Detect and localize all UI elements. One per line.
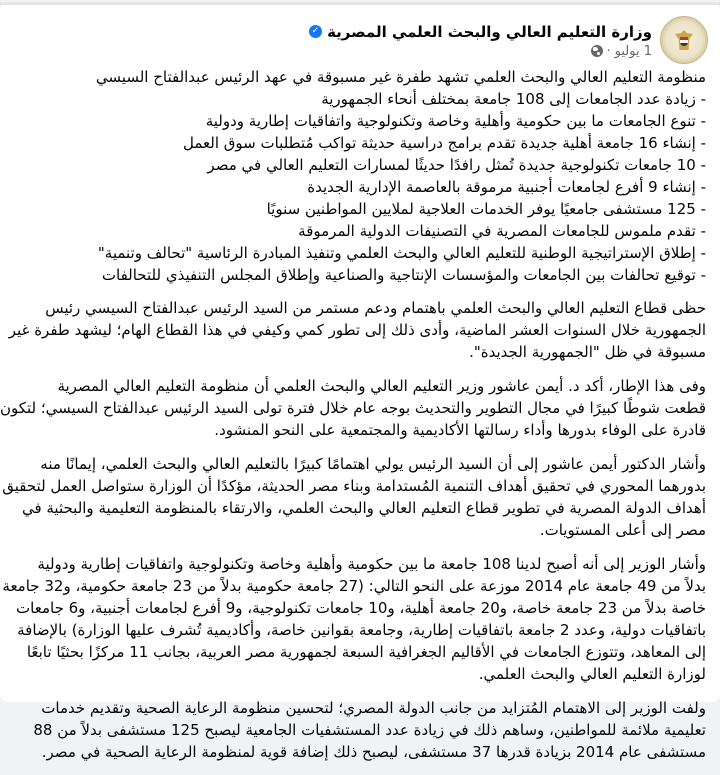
page-name-row <box>309 22 652 42</box>
paragraph-line: بدلاً من 49 جامعة عام 2014 موزعة على النحو التالي: (27 جامعة حكومية بدلاً من 23 جامعة حكومية، و32 جامعة <box>2 577 706 595</box>
bullet-item: - 125 مستشفى جامعيًا يوفر الخدمات العلاجية لملايين المواطنين سنويًا <box>266 200 706 218</box>
globe-icon[interactable] <box>591 45 603 57</box>
paragraph-line: قادرة على الوفاء بدورها وأداء رسالتها الأكاديمية والمجتمعية على النحو المنشود. <box>214 421 706 439</box>
paragraph-line: وأشار الوزير إلى أنه أصبح لدينا 108 جامعة ما بين حكومية وأهلية وخاصة وتكنولوجية واتفاقيات إطارية ودولية <box>37 555 706 573</box>
paragraph-line: مسبوقة في ظل "الجمهورية الجديدة". <box>469 343 706 361</box>
bullet-item: - تنوع الجامعات ما بين حكومية وأهلية وخاصة وتكنولوجية واتفاقيات إطارية ودولية <box>205 112 706 130</box>
bullet-item: - توقيع تحالفات بين الجامعات والمؤسسات الإنتاجية والصناعية وإطلاق المجلس التنفيذي للتحالفات <box>101 266 706 284</box>
paragraph-president-support <box>2 453 706 541</box>
paragraph-line: مستشفى عام 2014 بزيادة قدرها 37 مستشفى، ليصبح ذلك إضافة قوية لمنظومة الرعاية الصحية في مصر. <box>41 743 706 761</box>
paragraph-hospitals <box>6 697 706 763</box>
page-avatar[interactable] <box>660 16 708 64</box>
paragraph-line: وأشار الدكتور أيمن عاشور إلى أن السيد الرئيس يولي اهتمامًا كبيرًا بالتعليم العالي والبحث العلمي، إيمانًا منه <box>40 455 706 473</box>
bullet-item: - تقدم ملموس للجامعات المصرية في التصنيفات الدولية المرموقة <box>298 222 706 240</box>
paragraph-line: ولفت الوزير إلى الاهتمام المُتزايد من جانب الدولة المصري؛ لتحسين منظومة الرعاية الصحية وتقديم خدمات <box>41 699 706 717</box>
post-meta <box>309 22 652 59</box>
page-name-link[interactable]: وزارة التعليم العالي والبحث العلمي المصرية <box>327 22 652 41</box>
paragraph-line: الجمهورية خلال السنوات العشر الماضية، وأدى ذلك إلى تطور كمي وكيفي في هذا القطاع الهام؛ ليشهد طفرة غير <box>8 321 706 339</box>
paragraph-line: باتفاقيات دولية، وعدد 2 جامعة باتفاقيات إطارية، وجامعة بقوانين خاصة، وأكاديمية تُشرف عليها الوزارة) بالإضافة <box>17 621 706 639</box>
bullet-item: - إنشاء 9 أفرع لجامعات أجنبية مرموقة بالعاصمة الإدارية الجديدة <box>307 178 706 196</box>
paragraph-intro <box>6 297 706 363</box>
paragraph-minister-statement <box>0 375 706 441</box>
separator-dot: · <box>606 43 611 59</box>
paragraph-line: خاصة بدلاً من 23 جامعة خاصة، و20 جامعة أهلية، و10 جامعات تكنولوجية، و9 أفرع لجامعات أجنبية، و6 جامعات <box>16 599 706 617</box>
paragraph-line: إلى المعاهد، وتتوزع الجامعات في الأقاليم الجغرافية السبعة لجمهورية مصر العربية، بجانب 11 مركزًا بحثيًا تابعًا <box>26 643 706 661</box>
bullet-item: - إنشاء 16 جامعة أهلية جديدة تقدم برامج دراسية حديثة تواكب مُتطلبات سوق العمل <box>182 134 706 152</box>
paragraph-line: لوزارة التعليم العالي والبحث العلمي. <box>478 665 706 683</box>
post-header <box>309 14 708 66</box>
bullet-item: - 10 جامعات تكنولوجية جديدة تُمثل رافدًا حديثًا لمسارات التعليم العالي في مصر <box>207 156 706 174</box>
verified-badge-icon: ✓ <box>309 25 322 38</box>
post-summary <box>6 66 706 286</box>
paragraph-line: تعليمية ملائمة للمواطنين، وساهم ذلك في زيادة عدد المستشفيات الجامعية ليصبح 125 مستشفى بدلاً من 88 <box>33 721 706 739</box>
paragraph-line: بدورهما المحوري في تحقيق أهداف التنمية المُستدامة وبناء مصر الحديثة، مؤكدًا أن الوزارة ستواصل العمل لتحقيق <box>2 477 706 495</box>
bullet-item: - زيادة عدد الجامعات إلى 108 جامعة بمختلف أنحاء الجمهورية <box>321 90 706 108</box>
flag-shield-icon <box>680 37 688 46</box>
paragraph-line: وفى هذا الإطار، أكد د. أيمن عاشور وزير التعليم العالي والبحث العلمي أن منظومة التعليم العالي المصرية <box>57 377 706 395</box>
paragraph-line: قطعت شوطًا كبيرًا في مجال التطوير والتحديث بوجه عام خلال فترة تولى السيد الرئيس عبدالفتاح السيسي؛ لتكون <box>0 399 706 417</box>
post-body <box>0 66 706 775</box>
post-date-link[interactable]: 1 يوليو <box>614 43 652 59</box>
paragraph-universities-count <box>2 553 706 685</box>
facebook-post-card <box>0 2 720 761</box>
paragraph-line: حظى قطاع التعليم العالي والبحث العلمي باهتمام ودعم مستمر من السيد الرئيس عبدالفتاح السيسي رئيس <box>45 299 706 317</box>
bullet-item: - إطلاق الإستراتيجية الوطنية للتعليم العالي والبحث العلمي وتنفيذ المبادرة الرئاسية "تحالف وتنمية" <box>97 244 706 262</box>
post-subtitle <box>591 44 653 59</box>
paragraph-line: مصر إلى أعلى المستويات. <box>539 521 706 539</box>
post-headline: منظومة التعليم العالي والبحث العلمي تشهد طفرة غير مسبوقة في عهد الرئيس عبدالفتاح السيسي <box>95 68 706 86</box>
paragraph-line: أهداف الدولة المصرية في تطوير قطاع التعليم العالي والبحث العلمي، والارتقاء بالمنظومة التعليمية والبحثية في <box>21 499 706 517</box>
divider <box>0 2 720 5</box>
